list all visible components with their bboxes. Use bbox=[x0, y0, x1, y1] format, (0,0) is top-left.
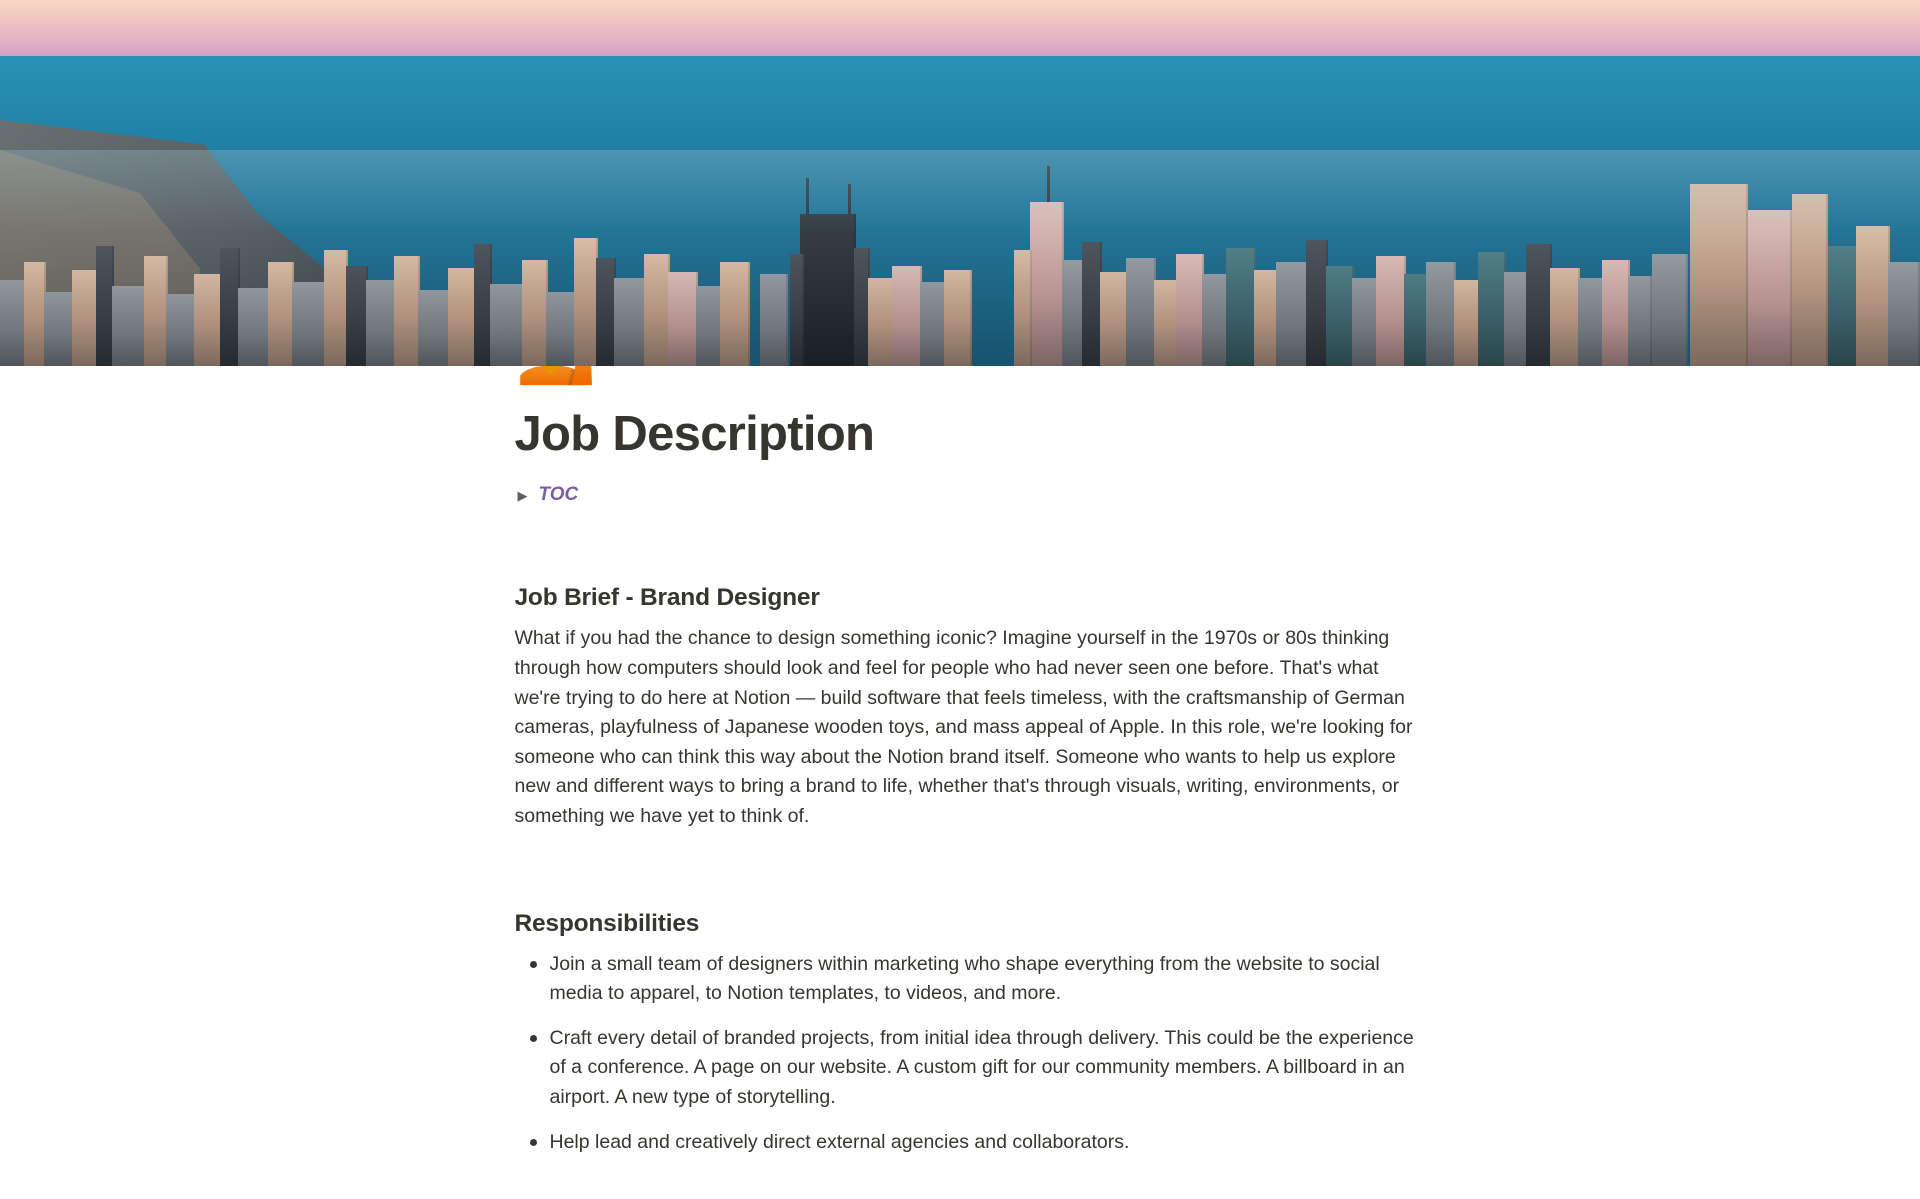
cover-sky bbox=[0, 0, 1920, 62]
tall-slim-tower bbox=[1030, 202, 1064, 366]
list-item: Craft every detail of branded projects, from initial idea through delivery. This could be the experience of a conference. A page on our website. A custom gift for our community members. A billboard in an airport. A new type of storytelling. bbox=[515, 1024, 1415, 1112]
list-item: Help lead and creatively direct external agencies and collaborators. bbox=[515, 1128, 1415, 1157]
section-heading-responsibilities: Responsibilities bbox=[514, 909, 700, 937]
list-item: Join a small team of designers within marketing who shape everything from the website to social media to apparel, to Notion templates, to videos, and more. bbox=[515, 950, 1415, 1009]
right-tower-c bbox=[1792, 194, 1828, 366]
page-title: Job Description bbox=[514, 407, 875, 461]
responsibilities-list bbox=[515, 950, 1415, 1158]
section-heading-job-brief: Job Brief - Brand Designer bbox=[514, 584, 820, 612]
chevron-right-icon[interactable]: ▶ bbox=[517, 487, 528, 503]
toc-label[interactable]: TOC bbox=[538, 484, 579, 506]
toc-toggle-block[interactable] bbox=[515, 484, 1415, 506]
job-brief-paragraph: What if you had the chance to design something iconic? Imagine yourself in the 1970s or 80s thinking through how computers should look and feel for people who had never seen one before. That's what we're trying to do here at Notion — build software that feels timeless, with the craftsmanship of German cameras, playfulness of Japanese wooden toys, and mass appeal of Apple. In this role, we're looking for someone who can think this way about the Notion brand itself. Someone who wants to help us explore new and different ways to bring a brand to life, whether that's through visuals, writing, environments, or something we have yet to think of. bbox=[514, 627, 1413, 828]
page-content bbox=[506, 304, 1415, 1157]
cover-image bbox=[0, 0, 1920, 366]
right-tower-b bbox=[1748, 210, 1792, 366]
hancock-tower bbox=[800, 214, 856, 366]
cover-skyline bbox=[0, 150, 1920, 366]
document-page bbox=[0, 304, 1920, 1157]
right-tower-a bbox=[1690, 184, 1748, 366]
